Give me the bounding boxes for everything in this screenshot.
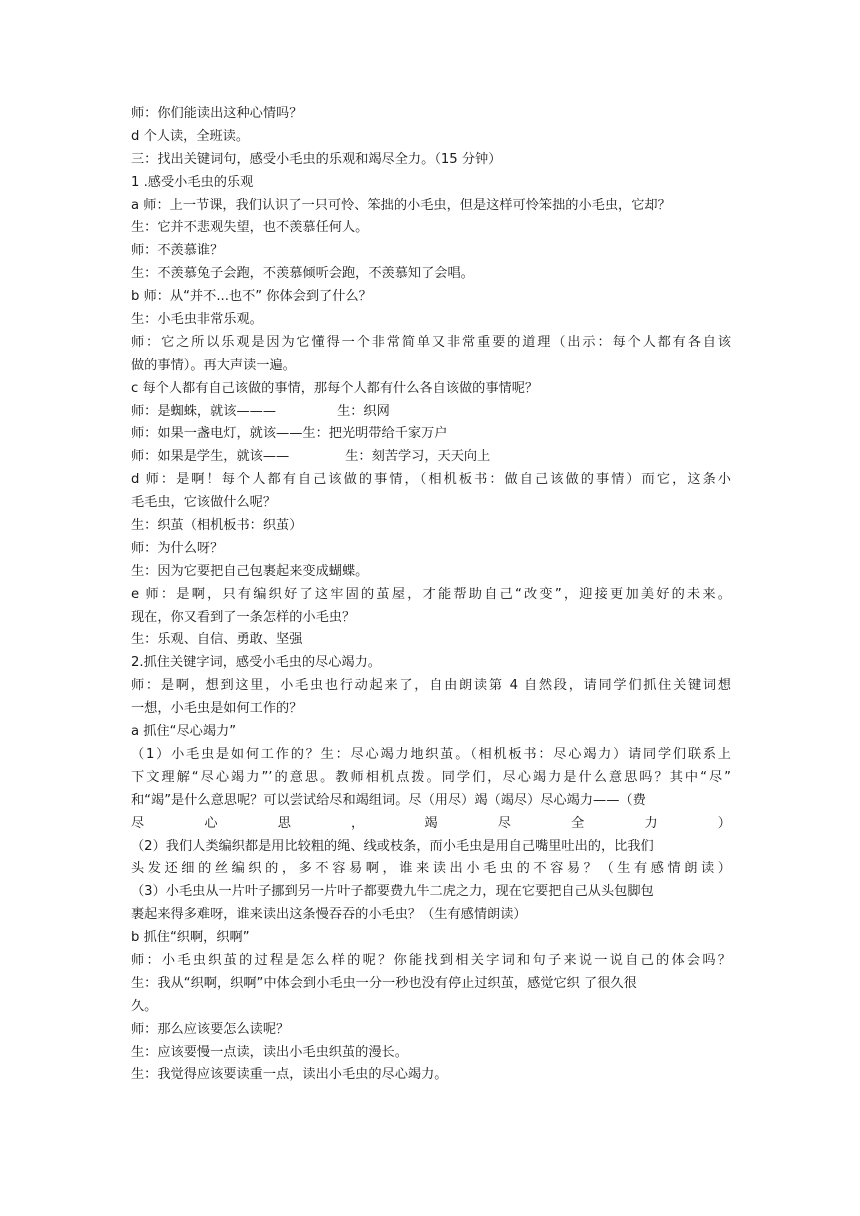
line-26: 师：是啊，想到这里，小毛虫也行动起来了，自由朗读第 4 自然段，请同学们抓住关键词想 bbox=[131, 678, 731, 694]
section-heading: 三：找出关键词句，感受小毛虫的乐观和竭尽全力。（15 分钟） bbox=[131, 151, 502, 167]
line-17: d 师：是啊！每个人都有自己该做的事情，（相机板书：做自己该做的事情）而它，这条小 bbox=[131, 472, 731, 488]
line-36: 裹起来得多难呀，谁来读出这条慢吞吞的小毛虫？（生有感情朗读） bbox=[131, 907, 527, 923]
line-29: （1）小毛虫是如何工作的？生：尽心竭力地织茧。（相机板书：尽心竭力）请同学们联系上 bbox=[131, 746, 731, 762]
line-16-student: 生：刻苦学习，天天向上 bbox=[345, 449, 491, 465]
line-19: 生：织茧（相机板书：织茧） bbox=[131, 518, 303, 534]
line-27: 一想，小毛虫是如何工作的？ bbox=[131, 701, 303, 717]
line-22: e 师：是啊，只有编织好了这牢固的茧屋，才能帮助自己“改变”，迎接更加美好的未来。 bbox=[131, 586, 731, 602]
line-7: 师：不羡慕谁？ bbox=[131, 243, 224, 259]
line-40: 久。 bbox=[131, 998, 158, 1014]
line-6: 生：它并不悲观失望，也不羡慕任何人。 bbox=[131, 220, 369, 236]
line-42: 生：应该要慢一点读，读出小毛虫织茧的漫长。 bbox=[131, 1044, 408, 1060]
line-41: 师：那么应该要怎么读呢？ bbox=[131, 1021, 290, 1037]
line-32: 尽心思，竭尽全力） bbox=[131, 815, 731, 831]
line-20: 师：为什么呀？ bbox=[131, 540, 224, 556]
line-37: b 抓住“织啊，织啊” bbox=[131, 930, 250, 946]
subheading-2: 2.抓住关键字词，感受小毛虫的尽心竭力。 bbox=[131, 655, 381, 671]
line-39: 生：我从“织啊，织啊”中体会到小毛虫一分一秒也没有停止过织茧，感觉它织 了很久很 bbox=[131, 975, 637, 991]
line-18: 毛毛虫，它该做什么呢？ bbox=[131, 495, 277, 511]
line-1: 师：你们能读出这种心情吗？ bbox=[131, 106, 303, 121]
line-8: 生：不羡慕兔子会跑，不羡慕倾听会跑，不羡慕知了会唱。 bbox=[131, 266, 474, 282]
line-43: 生：我觉得应该要读重一点，读出小毛虫的尽心竭力。 bbox=[131, 1067, 448, 1083]
line-35: （3）小毛虫从一片叶子挪到另一片叶子都要费九牛二虎之力，现在它要把自己从头包脚包 bbox=[131, 884, 654, 900]
line-38: 师：小毛虫织茧的过程是怎么样的呢？你能找到相关字词和句子来说一说自己的体会吗？ bbox=[131, 952, 731, 968]
page-body bbox=[131, 103, 731, 1087]
line-23: 现在，你又看到了一条怎样的小毛虫？ bbox=[131, 609, 356, 625]
line-5: a 师：上一节课，我们认识了一只可怜、笨拙的小毛虫，但是这样可怜笨拙的小毛虫，它却？ bbox=[131, 197, 671, 213]
line-33: （2）我们人类编织都是用比较粗的绳、线或枝条，而小毛虫是用自己嘴里吐出的，比我们 bbox=[131, 838, 654, 854]
line-9: b 师：从“并不...也不” 你体会到了什么？ bbox=[131, 289, 372, 305]
line-14-student: 生：织网 bbox=[337, 403, 390, 419]
line-13: c 每个人都有自己该做的事情，那每个人都有什么各自该做的事情呢？ bbox=[131, 380, 539, 396]
line-14 bbox=[131, 401, 731, 424]
line-28: a 抓住“尽心竭力” bbox=[131, 724, 237, 740]
line-14-teacher: 师：是蜘蛛，就该——— bbox=[131, 403, 277, 419]
line-12: 做的事情）。再大声读一遍。 bbox=[131, 357, 296, 373]
line-30: 下文理解“尽心竭力”’的意思。教师相机点拨。同学们，尽心竭力是什么意思吗？其中“尽” bbox=[131, 769, 731, 785]
line-15: 师：如果一盏电灯，就该——生：把光明带给千家万户 bbox=[131, 426, 448, 442]
line-2: d 个人读，全班读。 bbox=[131, 128, 250, 144]
line-34: 头发还细的丝编织的，多不容易啊，谁来读出小毛虫的不容易？（生有感情朗读） bbox=[131, 861, 731, 877]
line-21: 生：因为它要把自己包裹起来变成蝴蝶。 bbox=[131, 563, 369, 579]
line-16-teacher: 师：如果是学生，就该—— bbox=[131, 449, 290, 465]
line-10: 生：小毛虫非常乐观。 bbox=[131, 312, 263, 328]
subheading-1: 1 .感受小毛虫的乐观 bbox=[131, 174, 254, 190]
line-31: 和“竭”是什么意思呢？可以尝试给尽和竭组词。尽（用尽）竭（竭尽）尽心竭力——（费 bbox=[131, 792, 646, 808]
line-24: 生：乐观、自信、勇敢、坚强 bbox=[131, 632, 303, 648]
line-16 bbox=[131, 446, 731, 469]
line-11: 师：它之所以乐观是因为它懂得一个非常简单又非常重要的道理（出示：每个人都有各自该 bbox=[131, 334, 731, 350]
